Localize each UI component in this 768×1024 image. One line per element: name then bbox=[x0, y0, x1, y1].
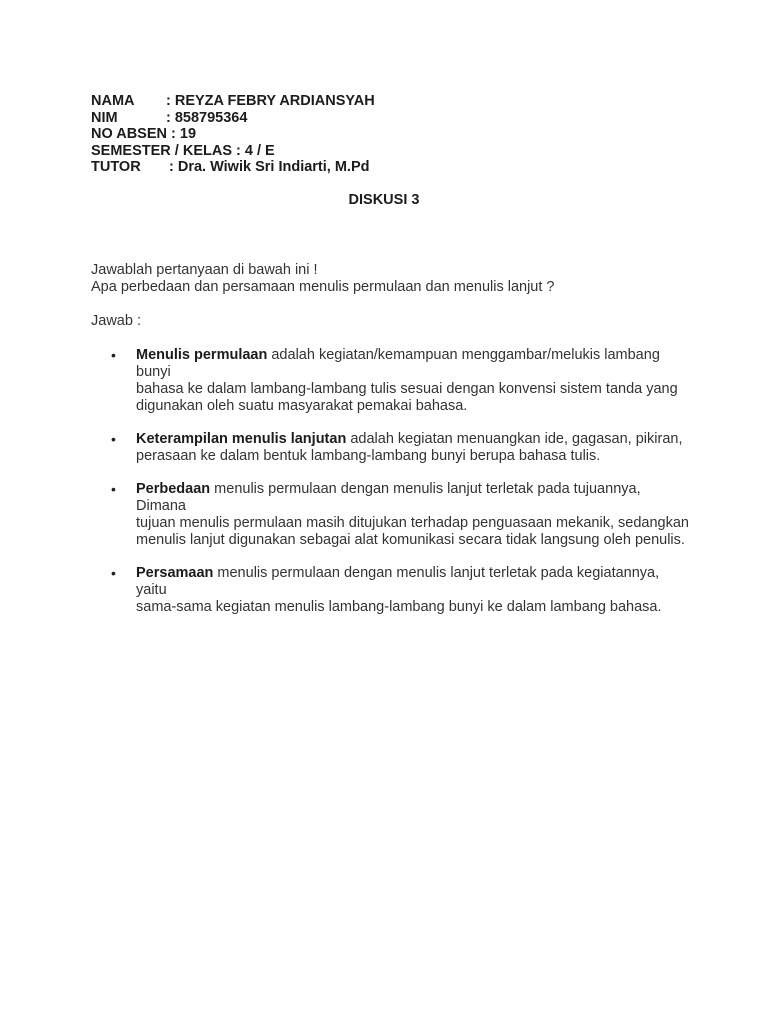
semester-row: SEMESTER / KELAS : 4 / E bbox=[91, 142, 275, 159]
list-item bbox=[91, 431, 691, 465]
answer-text: menulis permulaan dengan menulis lanjut terletak pada tujuannya, Dimana bbox=[136, 481, 641, 514]
nim-row bbox=[91, 110, 375, 127]
document-title-row bbox=[0, 192, 768, 208]
question-instruction: Jawablah pertanyaan di bawah ini ! bbox=[91, 262, 318, 278]
answer-term: Persamaan bbox=[136, 565, 214, 581]
tutor-value: : Dra. Wiwik Sri Indiarti, M.Pd bbox=[169, 159, 370, 175]
nim-value: : 858795364 bbox=[166, 109, 248, 126]
answer-line: menulis lanjut digunakan sebagai alat komunikasi secara tidak langsung oleh penulis. bbox=[136, 532, 685, 548]
answer-text: menulis permulaan dengan menulis lanjut terletak pada kegiatannya, yaitu bbox=[136, 565, 660, 598]
bullet-icon: • bbox=[111, 431, 116, 447]
bullet-icon: • bbox=[111, 565, 116, 581]
answer-term: Keterampilan menulis lanjutan bbox=[136, 431, 347, 447]
nama-value: : REYZA FEBRY ARDIANSYAH bbox=[166, 93, 375, 109]
list-item bbox=[91, 565, 691, 616]
answer-term: Perbedaan bbox=[136, 481, 211, 497]
answer-text: adalah kegiatan menuangkan ide, gagasan, pikiran, bbox=[346, 431, 683, 447]
question-text: Apa perbedaan dan persamaan menulis permulaan dan menulis lanjut ? bbox=[91, 278, 555, 295]
answer-line: sama-sama kegiatan menulis lambang-lambang bunyi ke dalam lambang bahasa. bbox=[136, 599, 662, 615]
list-item bbox=[91, 481, 691, 549]
absen-row: NO ABSEN : 19 bbox=[91, 126, 197, 142]
tutor-label: TUTOR bbox=[91, 159, 141, 175]
answer-list bbox=[91, 347, 691, 632]
answer-line bbox=[136, 565, 691, 599]
answer-line bbox=[136, 431, 691, 448]
answer-line bbox=[136, 481, 691, 515]
answer-line: perasaan ke dalam bentuk lambang-lambang bunyi berupa bahasa tulis. bbox=[136, 448, 601, 464]
answer-line: tujuan menulis permulaan masih ditujukan terhadap penguasaan mekanik, sedangkan bbox=[136, 515, 689, 531]
question-block bbox=[91, 262, 555, 295]
nama-label: NAMA bbox=[91, 93, 135, 109]
bullet-icon: • bbox=[111, 347, 116, 363]
answer-line: bahasa ke dalam lambang-lambang tulis sesuai dengan konvensi sistem tanda yang bbox=[136, 381, 678, 397]
answer-term: Menulis permulaan bbox=[136, 347, 268, 363]
answer-label: Jawab : bbox=[91, 313, 141, 329]
nama-row bbox=[91, 93, 375, 110]
student-info-header bbox=[91, 93, 375, 176]
answer-text: adalah kegiatan/kemampuan menggambar/melukis lambang bunyi bbox=[136, 347, 660, 380]
nim-label: NIM bbox=[91, 109, 118, 126]
list-item bbox=[91, 347, 691, 415]
bullet-icon: • bbox=[111, 481, 116, 497]
answer-line: digunakan oleh suatu masyarakat pemakai bahasa. bbox=[136, 398, 468, 414]
document-title: DISKUSI 3 bbox=[348, 192, 420, 208]
tutor-row bbox=[91, 159, 375, 176]
answer-line bbox=[136, 347, 691, 381]
